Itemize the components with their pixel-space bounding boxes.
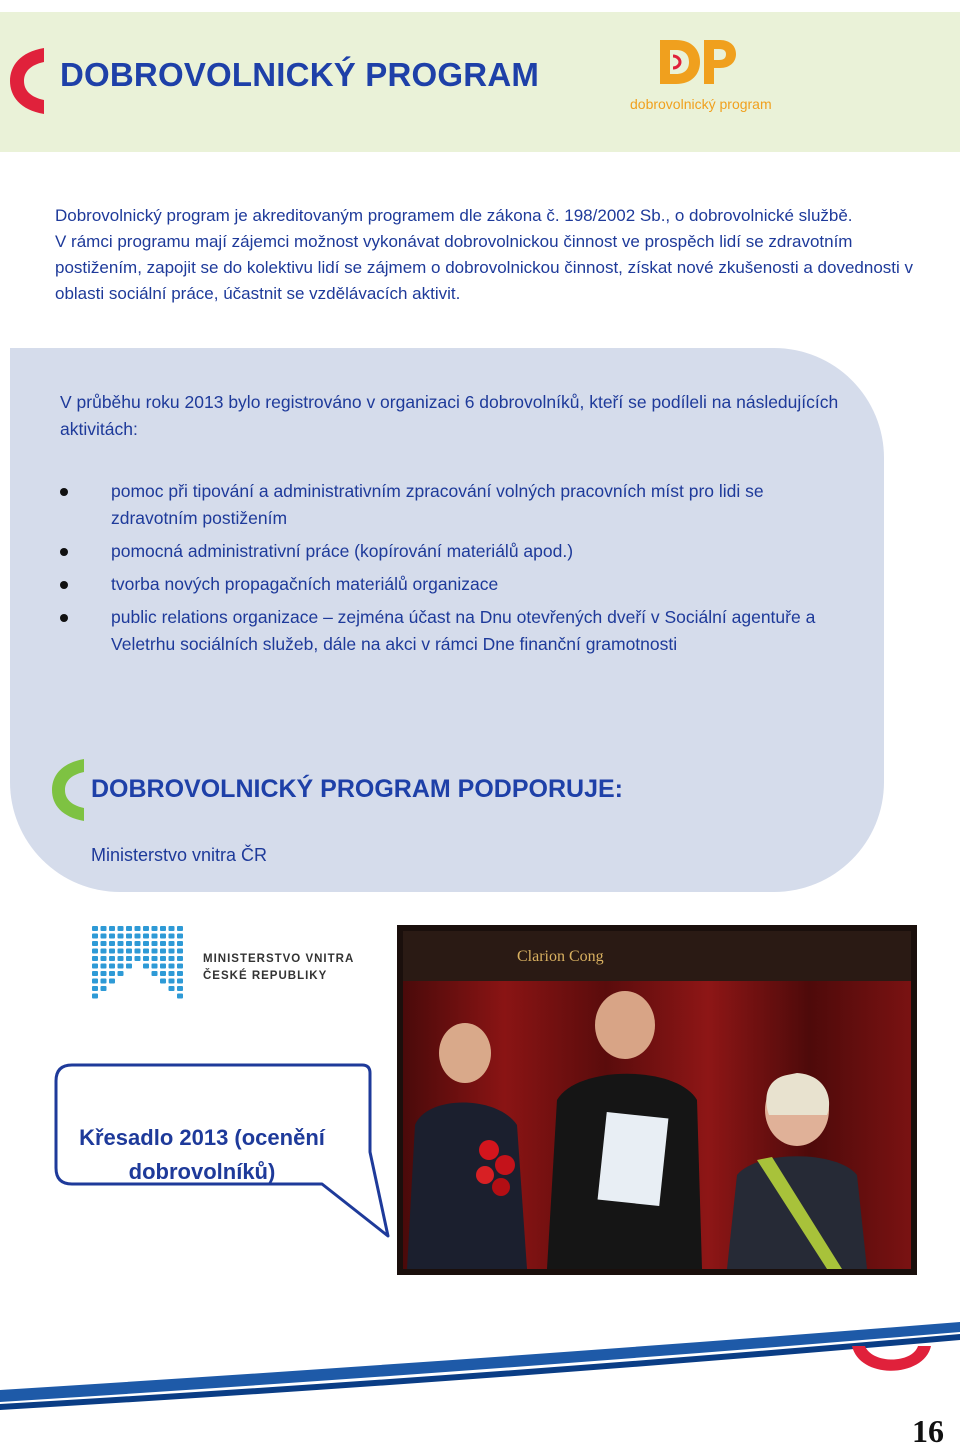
bullet-icon [60,614,68,622]
ministry-logo-dot [109,934,115,939]
ministry-logo-dot [169,941,175,946]
supporter-name: Ministerstvo vnitra ČR [91,845,268,865]
ministry-logo-dot [160,941,166,946]
ministry-logo-dot [109,926,115,931]
ministry-logo-dot [169,926,175,931]
ministry-logo-dot [92,971,98,976]
ministry-logo-dot [126,934,132,939]
ministry-logo-dot [92,941,98,946]
ministry-logo-dot [126,949,132,954]
ministry-line-1: MINISTERSTVO VNITRA [203,953,355,965]
bracket-logo-icon [6,44,46,118]
activities-list [60,478,850,664]
dp-logo-subtitle: dobrovolnický program [630,96,772,112]
ministry-logo-dot [118,956,124,961]
ministry-logo-dot [152,964,158,969]
ministry-logo-dot [109,971,115,976]
photo-sign-text: Clarion Cong [517,948,604,965]
ministry-logo-dot [126,941,132,946]
ministry-logo-dot [118,964,124,969]
ministry-logo-dot [143,926,149,931]
ministry-logo-dot [169,956,175,961]
ministry-logo-dot [169,949,175,954]
ministry-logo-dot [118,949,124,954]
green-bracket-icon [50,757,86,823]
bubble-caption: Křesadlo 2013 (ocenění dobrovolníků) [79,1125,325,1184]
ministry-logo-dot [135,956,141,961]
ministry-logo-dot [135,949,141,954]
ministry-logo-dot [126,956,132,961]
ministry-logo-dot [177,979,183,984]
list-item: public relations organizace – zejména účast na Dnu otevřených dveří v Sociální agentuře a Veletrhu sociálních služeb, dále na akci v rámci Dne finanční gramotnosti [60,604,850,658]
ministry-logo-dot [169,986,175,991]
ministry-logo-dot [101,941,107,946]
intro-paragraph [55,203,915,307]
ministry-logo-dot [152,934,158,939]
ministry-logo-dot [118,926,124,931]
ministry-logo-dot [143,941,149,946]
support-heading: DOBROVOLNICKÝ PROGRAM PODPORUJE: [91,775,623,803]
ministry-logo-dot [177,949,183,954]
bullet-icon [60,548,68,556]
list-item: pomoc při tipování a administrativním zpracování volných pracovních míst pro lidi se zdravotním postižením [60,478,850,532]
ministry-logo-dot [101,949,107,954]
ministry-logo-dot [92,964,98,969]
ministry-logo-dot [92,926,98,931]
ministry-logo-dot [135,934,141,939]
ministry-line-2: ČESKÉ REPUBLIKY [203,970,328,982]
ministry-logo-dot [169,964,175,969]
intro-line-1: Dobrovolnický program je akreditovaným programem dle zákona č. 198/2002 Sb., o dobrovolnické službě. [55,206,853,225]
ministry-logo-dot [101,979,107,984]
ministry-logo-dot [177,934,183,939]
ministry-logo-dot [143,949,149,954]
ministry-logo-dot [143,956,149,961]
ministry-logo-dot [135,941,141,946]
ministry-logo-dot [101,926,107,931]
ministry-logo-dot [160,971,166,976]
ministry-logo-dot [169,979,175,984]
page-number: 16 [912,1413,944,1449]
ministry-logo-dot [109,979,115,984]
panel-intro-text: V průběhu roku 2013 bylo registrováno v organizaci 6 dobrovolníků, kteří se podíleli na následujících aktivitách: [60,392,839,439]
award-ceremony-photo [397,925,917,1275]
dp-logo-icon [658,36,738,96]
ministry-logo-dot [92,956,98,961]
ministry-logo-dot [118,971,124,976]
ministry-logo-dot [109,964,115,969]
ministry-logo-dot [101,956,107,961]
ministry-logo-dot [101,934,107,939]
ministry-logo-dot [160,926,166,931]
ministry-logo-dot [92,949,98,954]
ministry-logo-dot [152,949,158,954]
ministry-logo-dot [177,941,183,946]
ministry-logo-dot [160,979,166,984]
ministry-logo-dot [177,964,183,969]
ministry-logo-dot [109,949,115,954]
list-item: tvorba nových propagačních materiálů organizace [60,571,850,598]
ministry-logo-dot [152,941,158,946]
ministry-logo-dot [92,994,98,999]
ministry-logo-dot [92,979,98,984]
page-title: DOBROVOLNICKÝ PROGRAM [60,56,540,93]
ministry-logo-dot [160,964,166,969]
ministry-logo-dot [160,949,166,954]
ministry-logo-dot [126,964,132,969]
ministry-logo-dot [160,956,166,961]
intro-line-2: V rámci programu mají zájemci možnost vykonávat dobrovolnickou činnost ve prospěch lidí se zdravotním postižením, zapojit se do kolektivu lidí se zájmem o dobrovolnickou činnost, získat nové zkušenosti a dovednosti v oblasti sociální práce, účastnit se vzdělávacích aktivit. [55,232,913,303]
bullet-icon [60,488,68,496]
ministry-logo-dot [118,941,124,946]
ministry-logo-dot [92,934,98,939]
ministry-logo-dot [101,971,107,976]
ministry-logo-dot [169,934,175,939]
ministry-logo-dot [177,956,183,961]
ministry-logo-dot [152,971,158,976]
ministry-logo-dot [143,934,149,939]
ministry-logo-dot [126,926,132,931]
ministry-logo-dot [109,956,115,961]
ministry-logo-dot [169,971,175,976]
ministry-logo-dot [143,964,149,969]
ministry-logo-dot [135,926,141,931]
ministry-logo-dot [118,934,124,939]
ministry-logo-dot [177,994,183,999]
ministry-logo-dot [92,986,98,991]
ministry-logo-dot [152,926,158,931]
ministry-logo-dot [177,986,183,991]
ministry-logo-dot [160,934,166,939]
ministry-logo-dot [177,971,183,976]
ministry-logo-dot [177,926,183,931]
ministry-logo-text [203,951,354,985]
ministry-logo-dot [101,986,107,991]
list-item: pomocná administrativní práce (kopírování materiálů apod.) [60,538,850,565]
bullet-icon [60,581,68,589]
ministry-logo-dot [152,956,158,961]
ministry-logo-dot [101,964,107,969]
footer-band [0,1320,960,1450]
ministry-logo-dot [109,941,115,946]
